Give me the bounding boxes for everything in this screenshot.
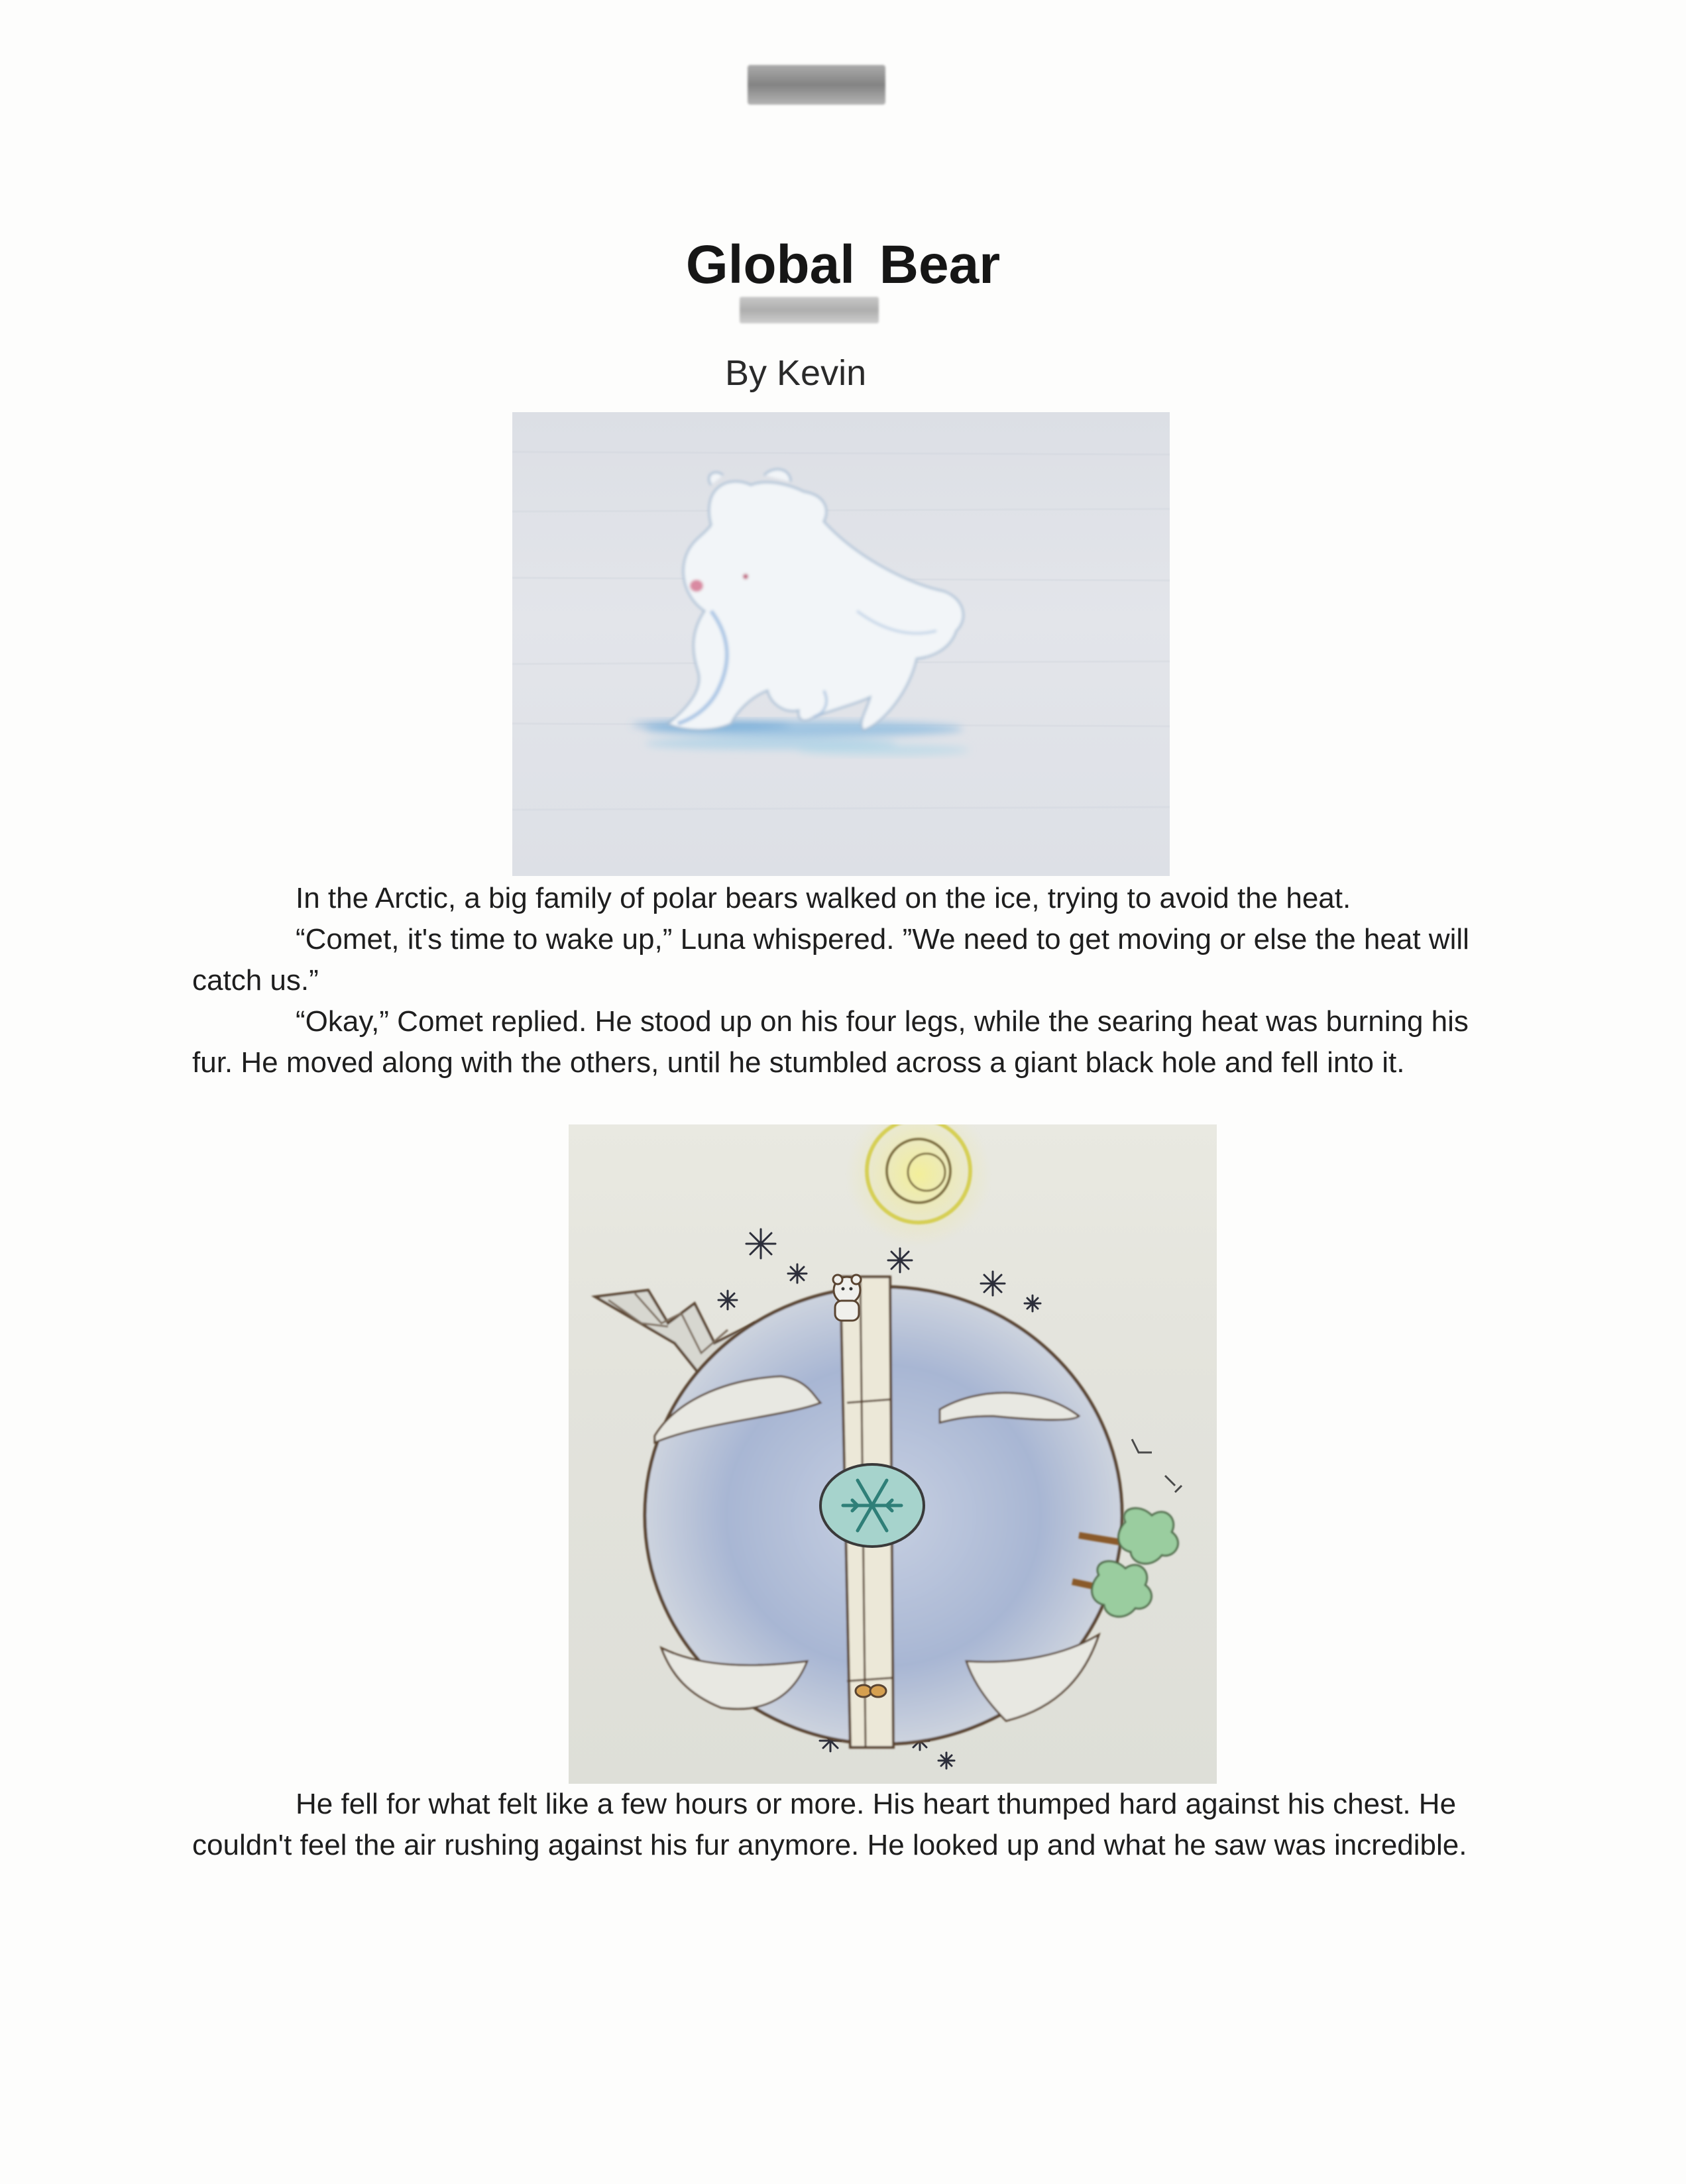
snowflake-icon	[820, 1464, 924, 1547]
story-paragraph: In the Arctic, a big family of polar bears walked on the ice, trying to avoid the heat.	[296, 882, 1351, 914]
polar-bear	[668, 469, 963, 730]
story-paragraph: “Okay,” Comet replied. He stood up on his four legs, while the searing heat was burning his fur. He moved along with the others, until he stumbled across a giant black hole and fell into it.	[192, 1005, 1469, 1079]
author-byline: By Kevin	[725, 353, 867, 393]
polar-bear-drawing	[512, 412, 1170, 876]
falling-bear-icon	[833, 1275, 861, 1321]
redacted-subtitle-mark	[740, 297, 879, 323]
polar-bear-illustration	[512, 412, 1170, 876]
story-section-1	[192, 878, 1491, 1083]
story-paragraph: “Comet, it's time to wake up,” Luna whispered. ”We need to get moving or else the heat will catch us.”	[192, 923, 1469, 997]
globe-illustration	[569, 1124, 1217, 1784]
wind-marks	[1132, 1439, 1182, 1492]
sun-icon	[846, 1124, 991, 1247]
story-paragraph: He fell for what felt like a few hours or more. His heart thumped hard against his chest. He couldn't feel the air rushing against his fur anymore. He looked up and what he saw was incredible.	[192, 1788, 1467, 1861]
document-title: Global Bear	[685, 235, 1001, 295]
story-section-2	[192, 1784, 1491, 1866]
globe-drawing	[569, 1124, 1217, 1784]
redacted-header-mark	[748, 65, 885, 105]
